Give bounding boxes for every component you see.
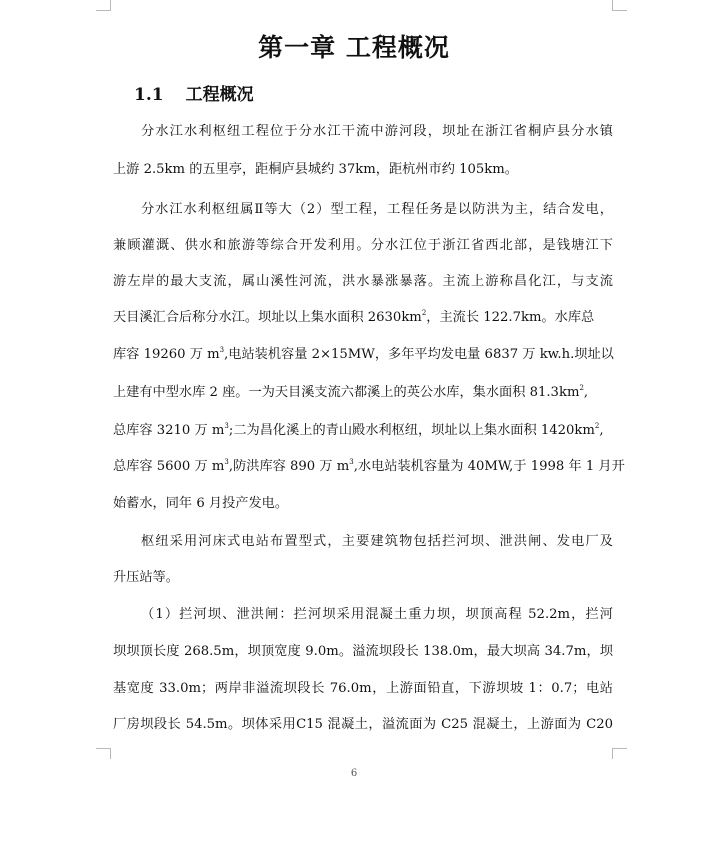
paragraph-line: 分水江水利枢纽属Ⅱ等大（2）型工程，工程任务是以防洪为主，结合发电， <box>141 202 613 217</box>
section-number: 1.1 <box>134 85 164 105</box>
corner-mark-top-left <box>96 0 111 11</box>
section-heading <box>134 80 254 105</box>
page-number: 6 <box>350 768 358 779</box>
corner-mark-bottom-left <box>96 748 111 759</box>
paragraph-line: 天目溪汇合后称分水江。坝址以上集水面积 $2630km^2$，主流长 122.7km。水库总 <box>113 309 595 325</box>
paragraph-line: 上游 2.5km 的五里亭，距桐庐县城约 37km，距杭州市约 105km。 <box>113 162 518 177</box>
paragraph-line: （1）拦河坝、泄洪闸：拦河坝采用混凝土重力坝，坝顶高程 52.2m，拦河 <box>141 607 613 622</box>
corner-mark-bottom-right <box>612 748 627 759</box>
paragraph-line: 厂房坝段长 54.5m。坝体采用C15 混凝土，溢流面为 C25 混凝土，上游面为 C20 <box>113 717 613 732</box>
paragraph-line: 总库容 3210 万 $m^3$;二为昌化溪上的青山殿水利枢纽，坝址以上集水面积 $1420km^2$, <box>113 422 604 438</box>
paragraph-line: 库容 19260 万 $m^3$,电站装机容量 2×15MW，多年平均发电量 6837 万 kw.h.坝址以 <box>113 346 614 362</box>
paragraph-line: 基宽度 33.0m；两岸非溢流坝段长 76.0m，上游面铅直，下游坝坡 1：0.7；电站 <box>113 681 613 696</box>
paragraph-line: 坝坝顶长度 268.5m，坝顶宽度 9.0m。溢流坝段长 138.0m，最大坝高 34.7m，坝 <box>113 644 613 659</box>
corner-mark-top-right <box>612 0 627 11</box>
section-title: 工程概况 <box>185 85 254 105</box>
paragraph-line: 分水江水利枢纽工程位于分水江干流中游河段，坝址在浙江省桐庐县分水镇 <box>141 124 613 139</box>
chapter-title: 第一章 工程概况 <box>258 33 450 62</box>
paragraph-line: 兼顾灌溉、供水和旅游等综合开发利用。分水江位于浙江省西北部，是钱塘江下 <box>113 238 613 253</box>
paragraph-line: 始蓄水，同年 6 月投产发电。 <box>113 496 289 511</box>
paragraph-line: 升压站等。 <box>113 570 179 585</box>
paragraph-line: 上建有中型水库 2 座。一为天目溪支流六都溪上的英公水库，集水面积 $81.3km^2$, <box>113 384 589 400</box>
paragraph-line: 游左岸的最大支流，属山溪性河流，洪水暴涨暴落。主流上游称昌化江，与支流 <box>113 274 613 289</box>
paragraph-line: 枢纽采用河床式电站布置型式，主要建筑物包括拦河坝、泄洪闸、发电厂及 <box>141 534 613 549</box>
paragraph-line: 总库容 5600 万 $m^3$,防洪库容 890 万 $m^3$,水电站装机容量为 40MW,于 1998 年 1 月开 <box>113 458 625 474</box>
